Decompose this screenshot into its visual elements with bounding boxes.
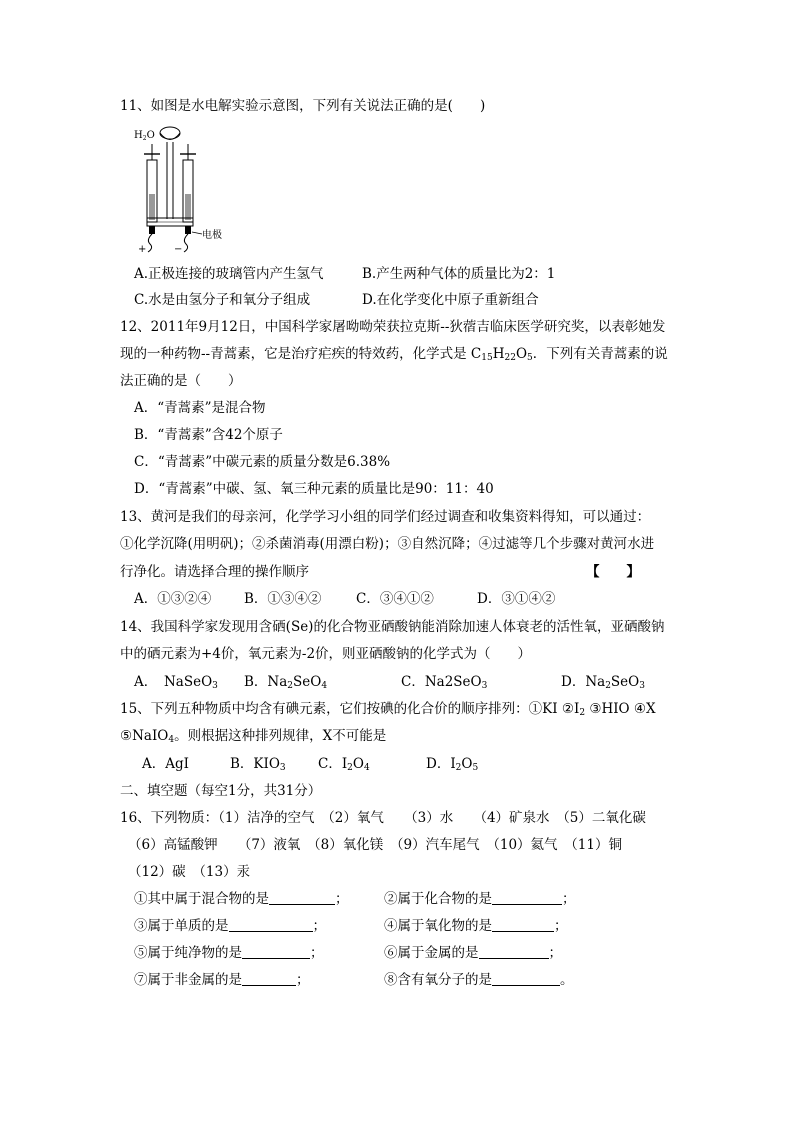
- answer-blank[interactable]: [492, 891, 562, 905]
- q16-blank-1: ①其中属于混合物的是 ；: [134, 891, 349, 907]
- q14-line1: 14、我国科学家发现用含硒(Se)的化合物亚硒酸钠能消除加速人体衰老的活性氧，亚硒酸钠: [120, 619, 665, 635]
- q12-option-d: D．“青蒿素”中碳、氢、氧三种元素的质量比是90：11：40: [134, 481, 494, 497]
- q16-line1: 16、下列物质：（1）洁净的空气 （2）氧气 （3）水 （4）矿泉水 （5）二氧化碳: [120, 810, 646, 826]
- q16-line2: （6）高锰酸钾 （7）液氧 （8）氧化镁 （9）汽车尾气 （10）氦气 （11）铜: [128, 837, 622, 853]
- q12-option-c: C．“青蒿素”中碳元素的质量分数是6.38%: [134, 454, 391, 470]
- q15-line2: ⑤NaIO$_4$。则根据这种排列规律，X不可能是: [120, 728, 387, 745]
- q15-line1: 15、下列五种物质中均含有碘元素，它们按碘的化合价的顺序排列：①KI $②I_2$ ③HIO ④X: [120, 701, 656, 718]
- answer-blank[interactable]: [229, 918, 313, 932]
- q13-option-a: A．①③②④: [134, 591, 212, 607]
- q15-option-c: C．$I_2O_4$: [318, 756, 370, 773]
- q14-option-c: C．Na2SeO$_3$: [401, 674, 488, 691]
- answer-blank[interactable]: [479, 945, 549, 959]
- section-heading: 二、填空题（每空1分，共31分）: [120, 783, 322, 799]
- answer-blank[interactable]: [492, 918, 554, 932]
- q12-line3: 法正确的是（ ）: [120, 373, 242, 389]
- q11-option-d: D.在化学变化中原子重新组合: [362, 292, 539, 308]
- q11-option-b: B.产生两种气体的质量比为2：1: [362, 266, 556, 282]
- q13-option-d: D．③①④②: [477, 591, 556, 607]
- q12-line1: 12、2011年9月12日，中国科学家屠呦呦荣获拉克斯--狄蓿吉临床医学研究奖，以表彰她发: [120, 319, 666, 335]
- water-electrolysis-diagram: [134, 124, 234, 254]
- q13-line3: 行净化。请选择合理的操作顺序: [120, 564, 309, 580]
- q16-blank-7: ⑦属于非金属的是 ；: [134, 972, 310, 988]
- answer-blank[interactable]: [242, 972, 296, 986]
- q12-option-b: B．“青蒿素”含42个原子: [134, 427, 283, 443]
- plus-label: +: [138, 244, 147, 254]
- q13-option-c: C．③④①②: [356, 591, 434, 607]
- q14-option-b: B．$Na_2SeO_4$: [244, 674, 328, 691]
- minus-label: −: [174, 244, 183, 254]
- q16-line3: （12）碳 （13）汞: [128, 864, 251, 880]
- q15-option-d: D．$I_2O_5$: [426, 756, 479, 773]
- answer-blank[interactable]: [242, 945, 310, 959]
- q14-line2: 中的硒元素为+4价，氧元素为-2价，则亚硒酸钠的化学式为（ ）: [120, 646, 532, 662]
- q14-option-a: A． NaSeO$_3$: [134, 674, 218, 691]
- q15-option-b: B．$KIO_3$: [230, 756, 286, 773]
- q13-bracket: 【 】: [586, 564, 640, 580]
- answer-blank[interactable]: [269, 891, 335, 905]
- q16-blank-8: ⑧含有氧分子的是 。: [384, 972, 574, 988]
- q16-blank-3: ③属于单质的是 ；: [134, 918, 326, 934]
- q16-blank-5: ⑤属于纯净物的是 ；: [134, 945, 324, 961]
- q11-stem: 11、如图是水电解实验示意图，下列有关说法正确的是( ): [120, 98, 486, 114]
- q16-blank-2: ②属于化合物的是 ；: [384, 891, 576, 907]
- q13-line1: 13、黄河是我们的母亲河，化学学习小组的同学们经过调查和收集资料得知，可以通过：: [120, 509, 651, 525]
- q16-blank-4: ④属于氧化物的是 ；: [384, 918, 568, 934]
- q13-line2: ①化学沉降(用明矾)；②杀菌消毒(用漂白粉)；③自然沉降；④过滤等几个步骤对黄河水进: [120, 536, 655, 552]
- q11-option-a: A.正极连接的玻璃管内产生氢气: [134, 266, 324, 282]
- q14-option-d: D．$Na_2SeO_3$: [561, 674, 645, 691]
- electrode-label: 电极: [202, 230, 222, 241]
- q12-option-a: A．“青蒿素”是混合物: [134, 400, 266, 416]
- q15-option-a: A．AgI: [142, 756, 189, 772]
- q11-option-c: C.水是由氢分子和氧分子组成: [134, 292, 311, 308]
- answer-blank[interactable]: [492, 972, 560, 986]
- q13-option-b: B．①③④②: [244, 591, 322, 607]
- q16-blank-6: ⑥属于金属的是 ；: [384, 945, 562, 961]
- q12-line2: 现的一种药物--青蒿素，它是治疗疟疾的特效药，化学式是 $C_{15}H_{22}O_5$．下列有关青蒿素的说: [120, 346, 668, 363]
- h2o-label: $H_2O$: [134, 130, 155, 142]
